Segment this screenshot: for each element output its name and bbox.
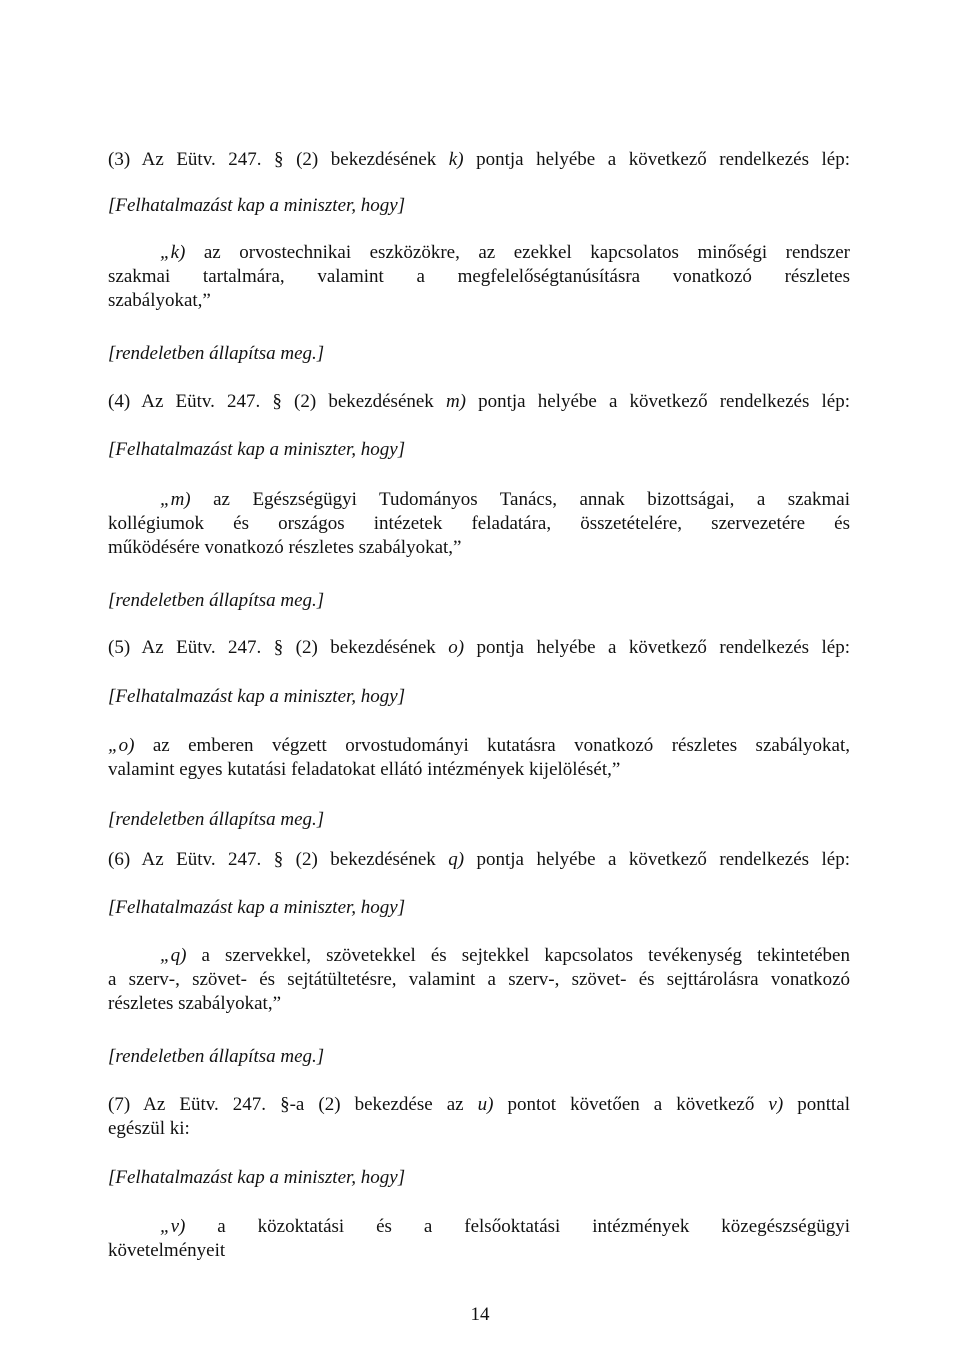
section-6-outro: [rendeletben állapítsa meg.] — [108, 1046, 325, 1067]
quote-text: a közoktatási és a felsőoktatási intézmények közegészségügyi — [185, 1216, 850, 1237]
heading-text: pontja helyébe a következő rendelkezés lép: — [466, 391, 850, 412]
quote-line — [108, 1215, 850, 1239]
section-4-intro: [Felhatalmazást kap a miniszter, hogy] — [108, 439, 406, 460]
quote-line: a szerv-, szövet- és sejtátültetésre, valamint a szerv-, szövet- és sejttárolásra vonatkozó — [108, 969, 850, 990]
quote-text: a szervekkel, szövetekkel és sejtekkel kapcsolatos tevékenység tekintetében — [186, 945, 850, 966]
quote-line: működésére vonatkozó részletes szabályokat,” — [108, 537, 462, 558]
section-5-quote — [108, 734, 850, 782]
quote-line — [108, 241, 850, 265]
section-4-quote — [108, 488, 850, 560]
section-5-intro: [Felhatalmazást kap a miniszter, hogy] — [108, 686, 406, 707]
section-7-intro: [Felhatalmazást kap a miniszter, hogy] — [108, 1167, 406, 1188]
point-label: q) — [448, 849, 465, 870]
heading-line — [108, 1093, 850, 1117]
quote-point-label: „k) — [160, 242, 186, 263]
section-7-heading — [108, 1093, 850, 1141]
quote-text: az Egészségügyi Tudományos Tanács, annak bizottságai, a szakmai — [190, 489, 850, 510]
heading-text: (7) Az Eütv. 247. §-a (2) bekezdése az — [108, 1094, 478, 1115]
section-6-intro: [Felhatalmazást kap a miniszter, hogy] — [108, 897, 406, 918]
heading-text: pontja helyébe a következő rendelkezés lép: — [464, 637, 850, 658]
quote-line: szabályokat,” — [108, 290, 211, 311]
section-3-quote — [108, 241, 850, 313]
section-6-heading — [108, 848, 850, 872]
section-5-heading — [108, 636, 850, 660]
heading-text: (5) Az Eütv. 247. § (2) bekezdésének — [108, 637, 449, 658]
quote-line — [108, 734, 850, 758]
heading-text: pontot követően a következő — [493, 1094, 769, 1115]
section-3-outro: [rendeletben állapítsa meg.] — [108, 343, 325, 364]
quote-line: részletes szabályokat,” — [108, 993, 282, 1014]
heading-text: pontja helyébe a következő rendelkezés lép: — [463, 149, 850, 170]
quote-point-label: „v) — [160, 1216, 186, 1237]
heading-line: egészül ki: — [108, 1118, 190, 1139]
quote-line: szakmai tartalmára, valamint a megfelelőségtanúsításra vonatkozó részletes — [108, 266, 850, 287]
section-5-outro: [rendeletben állapítsa meg.] — [108, 809, 325, 830]
page-number: 14 — [470, 1304, 490, 1325]
heading-text: (3) Az Eütv. 247. § (2) bekezdésének — [108, 149, 449, 170]
point-label: k) — [448, 149, 464, 170]
quote-line: követelményeit — [108, 1240, 226, 1261]
quote-line — [108, 488, 850, 512]
point-label: m) — [445, 391, 466, 412]
heading-text: pontja helyébe a következő rendelkezés lép: — [464, 849, 850, 870]
section-3-heading — [108, 148, 850, 172]
section-6-quote — [108, 944, 850, 1016]
quote-line: kollégiumok és országos intézetek feladatára, összetételére, szervezetére és — [108, 513, 850, 534]
quote-line — [108, 944, 850, 968]
heading-text: (6) Az Eütv. 247. § (2) bekezdésének — [108, 849, 449, 870]
point-label: o) — [448, 637, 465, 658]
quote-text: az orvostechnikai eszközökre, az ezekkel kapcsolatos minőségi rendszer — [185, 242, 850, 263]
section-7-quote — [108, 1215, 850, 1263]
section-4-outro: [rendeletben állapítsa meg.] — [108, 590, 325, 611]
section-4-heading — [108, 390, 850, 414]
point-label: u) — [477, 1094, 494, 1115]
quote-point-label: „m) — [160, 489, 191, 510]
heading-text: (4) Az Eütv. 247. § (2) bekezdésének — [108, 391, 446, 412]
quote-text: az emberen végzett orvostudományi kutatásra vonatkozó részletes szabályokat, — [134, 735, 850, 756]
quote-line: valamint egyes kutatási feladatokat ellátó intézmények kijelölését,” — [108, 759, 621, 780]
heading-text: ponttal — [783, 1094, 850, 1115]
section-3-intro: [Felhatalmazást kap a miniszter, hogy] — [108, 195, 406, 216]
quote-point-label: „q) — [160, 945, 187, 966]
quote-point-label: „o) — [108, 735, 135, 756]
point-label: v) — [768, 1094, 784, 1115]
